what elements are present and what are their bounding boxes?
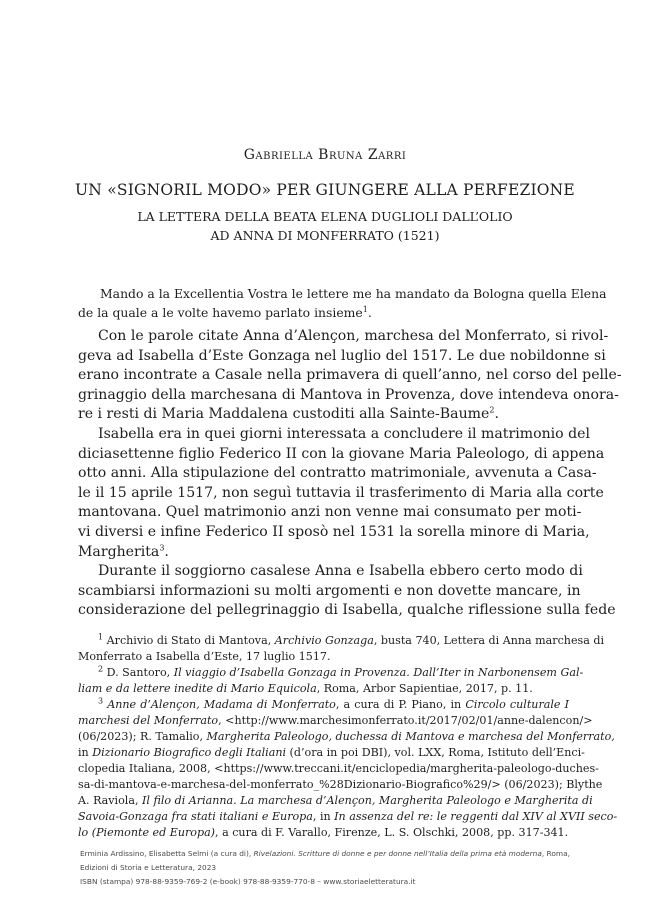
footnote-line bbox=[78, 809, 618, 825]
imprint-line bbox=[80, 847, 570, 861]
body-line: scambiarsi informazioni su molti argomenti e non dovette mancare, in bbox=[78, 582, 581, 599]
subtitle-line: AD ANNA DI MONFERRATO (1521) bbox=[210, 228, 440, 243]
body-line: diciasettenne figlio Federico II con la giovane Maria Paleologo, di appena bbox=[78, 445, 605, 462]
footnote-line[interactable]: clopedia Italiana, 2008, <https://www.treccani.it/enciclopedia/margherita-paleologo-duches- bbox=[78, 762, 599, 775]
footnote-italic: Il viaggio d’Isabella Gonzaga in Provenza. Dall’Iter in Narbonensem Gal- bbox=[173, 666, 584, 679]
footnote-text: in bbox=[78, 746, 93, 759]
body-line: erano incontrate a Casale nella primavera di quell’anno, nel corso del pelle- bbox=[78, 367, 622, 384]
footnote-italic: lo (Piemonte ed Europa) bbox=[78, 826, 216, 839]
footnote-number: 3 bbox=[98, 696, 104, 706]
footnote-line bbox=[78, 632, 604, 649]
body-line: grinaggio della marchesana di Mantova in Provenza, dove intendeva onora- bbox=[78, 386, 619, 403]
footnote-text: , busta 740, Lettera di Anna marchesa di bbox=[373, 634, 604, 647]
footnote-line bbox=[78, 713, 593, 729]
footnote-italic: Savoia-Gonzaga fra stati italiani e Europa bbox=[78, 810, 313, 823]
footnote-line bbox=[78, 793, 593, 809]
footnote-italic: Archivio Gonzaga bbox=[274, 634, 374, 647]
footnote-line bbox=[78, 825, 569, 841]
article-title: UN «SIGNORIL MODO» PER GIUNGERE ALLA PERFEZIONE bbox=[75, 181, 575, 199]
footnote-text: , a cura di P. Piano, in bbox=[335, 698, 466, 711]
footnote-number: 2 bbox=[98, 664, 104, 674]
body-line: Durante il soggiorno casalese Anna e Isabella ebbero certo modo di bbox=[98, 563, 583, 580]
article-subtitle bbox=[0, 207, 650, 245]
footnote-line[interactable]: sa-di-mantova-e-marchesa-del-monferrato_%28Dizionario-Biografico%29/> (06/2023); Blythe bbox=[78, 778, 603, 791]
footnote-italic: marchesi del Monferrato bbox=[78, 714, 219, 727]
imprint-line: Edizioni di Storia e Letteratura, 2023 bbox=[80, 863, 217, 872]
footnote-italic: Anne d’Alençon, Madama di Monferrato bbox=[107, 698, 336, 711]
body-line: mantovana. Quel matrimonio anzi non venne mai consumato per moti- bbox=[78, 504, 582, 521]
body-line: otto anni. Alla stipulazione del contratto matrimoniale, avvenuta a Casa- bbox=[78, 465, 597, 482]
footnote-link[interactable]: , <http://www.marchesimonferrato.it/2017/02/01/anne-dalencon/> bbox=[218, 714, 593, 727]
body-text bbox=[78, 327, 622, 621]
imprint bbox=[80, 847, 570, 889]
imprint-book-title: Rivelazioni. Scritture di donne e per donne nell’Italia della prima età moderna bbox=[253, 849, 542, 858]
footnote-line bbox=[78, 729, 615, 745]
footnotes bbox=[78, 632, 618, 841]
body-line: geva ad Isabella d’Este Gonzaga nel luglio del 1517. Le due nobildonne si bbox=[78, 347, 606, 364]
footnote-text: (06/2023); R. Tamalio, bbox=[78, 730, 207, 743]
footnote-ref[interactable]: 3 bbox=[159, 542, 165, 552]
footnote-ref[interactable]: 1 bbox=[362, 304, 368, 314]
epigraph-line: de la quale a le volte havemo parlato insieme$^1$. bbox=[78, 304, 372, 320]
footnote-line: Monferrato a Isabella d’Este, 17 luglio 1517. bbox=[78, 650, 331, 663]
footnote-ref[interactable]: 2 bbox=[489, 405, 495, 415]
footnote-text: D. Santoro, bbox=[106, 666, 174, 679]
footnote-line bbox=[78, 697, 569, 713]
footnote-text: , a cura di F. Varallo, Firenze, L. S. Olschki, 2008, pp. 317-341. bbox=[215, 826, 569, 839]
imprint-text: , Roma, bbox=[541, 849, 570, 858]
body-line: le il 15 aprile 1517, non seguì tuttavia il trasferimento di Maria alla corte bbox=[78, 484, 604, 501]
body-text-span: re i resti di Maria Maddalena custoditi alla Sainte-Baume bbox=[78, 406, 490, 423]
footnote-line bbox=[78, 664, 584, 681]
footnote-text: A. Raviola, bbox=[78, 794, 142, 807]
body-text-span: Margherita bbox=[78, 543, 160, 560]
footnote-text: (d’ora in poi DBI), vol. LXX, Roma, Istituto dell’Enci- bbox=[286, 746, 585, 759]
footnote-line bbox=[78, 681, 569, 697]
body-line: Margherita$^3$. bbox=[78, 542, 169, 560]
body-line: considerazione del pellegrinaggio di Isabella, qualche riflessione sulla fede bbox=[78, 602, 616, 619]
author-name: Gabriella Bruna Zarri bbox=[243, 147, 407, 163]
footnote-number: 1 bbox=[98, 632, 104, 642]
footnote-italic: liam e da lettere inedite di Mario Equicola bbox=[78, 682, 317, 695]
imprint-text: Erminia Ardissino, Elisabetta Selmi (a cura di), bbox=[80, 849, 254, 858]
footnote-italic: Margherita Paleologo, duchessa di Mantova e marchesa del Monferrato, bbox=[206, 730, 615, 743]
subtitle-line: LA LETTERA DELLA BEATA ELENA DUGLIOLI DALL’OLIO bbox=[137, 209, 513, 224]
footnote-text: Archivio di Stato di Mantova, bbox=[106, 634, 275, 647]
epigraph bbox=[78, 284, 607, 322]
footnote-italic: Dizionario Biografico degli Italiani bbox=[92, 746, 287, 759]
footnote-italic: In assenza del re: le reggenti dal XIV al XVII seco- bbox=[334, 810, 618, 823]
footnote-line bbox=[78, 745, 585, 761]
body-line: Con le parole citate Anna d’Alençon, marchesa del Monferrato, si rivol- bbox=[98, 328, 609, 344]
body-line: re i resti di Maria Maddalena custoditi alla Sainte-Baume$^2$. bbox=[78, 405, 499, 423]
footnote-text: , Roma, Arbor Sapientiae, 2017, p. 11. bbox=[316, 682, 533, 695]
body-line: Isabella era in quei giorni interessata a concludere il matrimonio del bbox=[98, 425, 590, 442]
body-line: vi diversi e infine Federico II sposò nel 1531 la sorella minore di Maria, bbox=[78, 523, 590, 540]
footnote-italic: Circolo culturale I bbox=[465, 698, 569, 711]
footnote-italic: Il filo di Arianna. La marchesa d’Alençon, Margherita Paleologo e Margherita di bbox=[142, 794, 593, 807]
epigraph-line: Mando a la Excellentia Vostra le lettere me ha mandato da Bologna quella Elena bbox=[100, 286, 607, 301]
imprint-isbn: ISBN (stampa) 978-88-9359-769-2 (e-book) 978-88-9359-770-8 – www.storiaeletteratura.it bbox=[80, 877, 416, 886]
footnote-text: , in bbox=[312, 810, 335, 823]
epigraph-text: de la quale a le volte havemo parlato insieme bbox=[78, 305, 363, 320]
